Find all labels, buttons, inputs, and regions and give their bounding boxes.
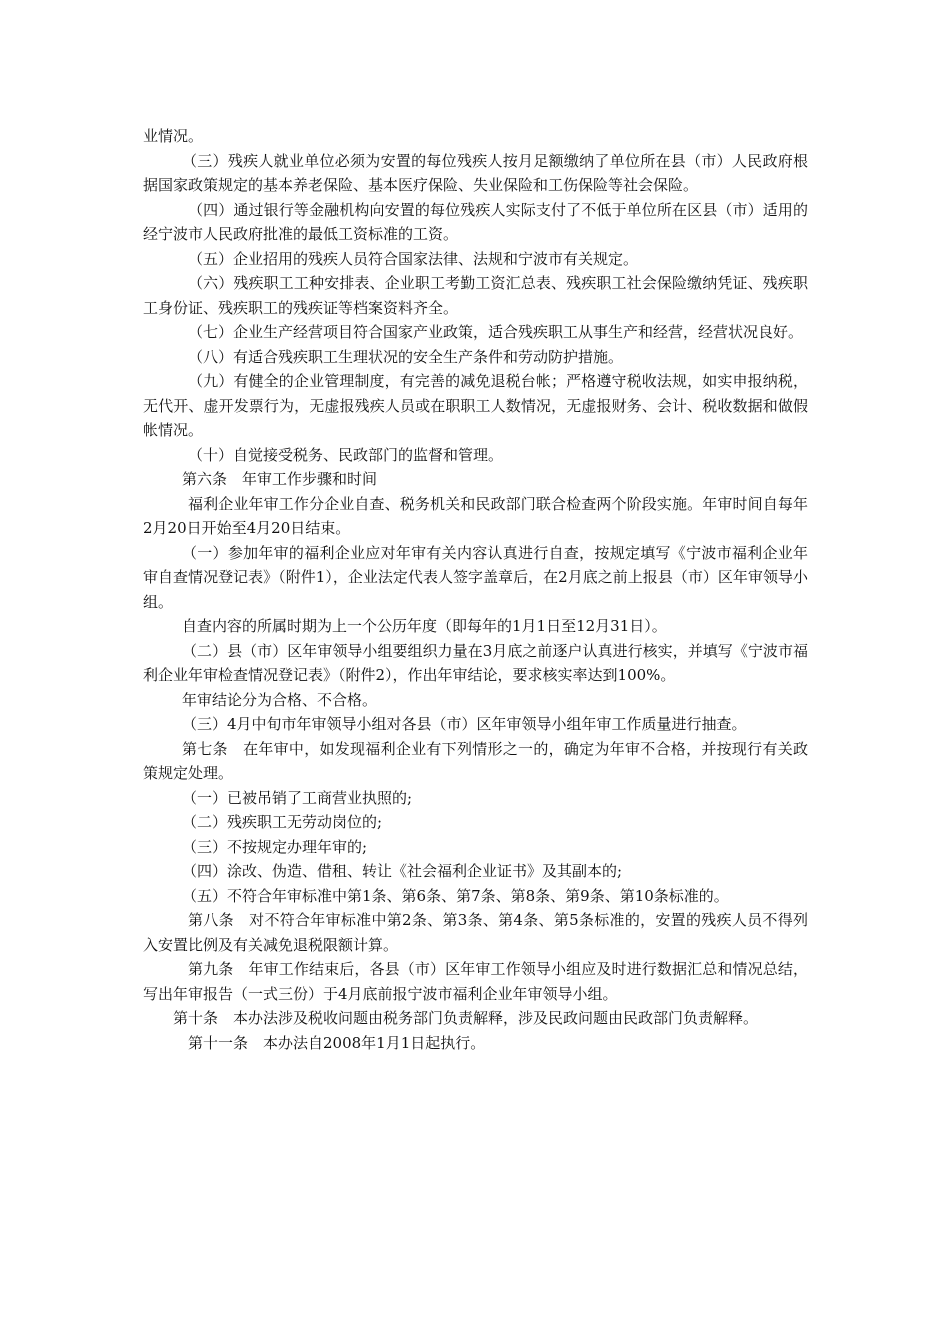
paragraph: （六）残疾职工工种安排表、企业职工考勤工资汇总表、残疾职工社会保险缴纳凭证、残疾职工身份证、残疾职工的残疾证等档案资料齐全。 <box>143 274 808 317</box>
document-body <box>143 124 808 1055</box>
list-item: （四）涂改、伪造、借租、转让《社会福利企业证书》及其副本的; <box>182 862 623 880</box>
paragraph: （九）有健全的企业管理制度，有完善的减免退税台帐；严格遵守税收法规，如实申报纳税，无代开、虚开发票行为，无虚报残疾人员或在职职工人数情况，无虚报财务、会计、税收数据和做假帐情况。 <box>143 372 808 439</box>
paragraph: （七）企业生产经营项目符合国家产业政策，适合残疾职工从事生产和经营，经营状况良好。 <box>188 323 804 341</box>
article-paragraph: 第十一条 本办法自2008年1月1日起执行。 <box>188 1033 486 1052</box>
list-item: （一）已被吊销了工商营业执照的; <box>182 788 413 807</box>
paragraph: 福利企业年审工作分企业自查、税务机关和民政部门联合检查两个阶段实施。年审时间自每年2月20日开始至4月20日结束。 <box>143 494 808 537</box>
paragraph: （三）残疾人就业单位必须为安置的每位残疾人按月足额缴纳了单位所在县（市）人民政府根据国家政策规定的基本养老保险、基本医疗保险、失业保险和工伤保险等社会保险。 <box>143 151 808 194</box>
list-item: （二）残疾职工无劳动岗位的; <box>182 813 383 831</box>
paragraph: （二）县（市）区年审领导小组要组织力量在3月底之前逐户认真进行核实，并填写《宁波市福利企业年审检查情况登记表》（附件2），作出年审结论，要求核实率达到100%。 <box>143 641 808 684</box>
article-heading: 第六条 年审工作步骤和时间 <box>182 470 378 488</box>
paragraph: （五）企业招用的残疾人员符合国家法律、法规和宁波市有关规定。 <box>188 249 639 268</box>
paragraph: 年审结论分为合格、不合格。 <box>182 690 378 709</box>
paragraph: （八）有适合残疾职工生理状况的安全生产条件和劳动防护措施。 <box>188 347 624 366</box>
article-paragraph: 第十条 本办法涉及税收问题由税务部门负责解释，涉及民政问题由民政部门负责解释。 <box>173 1009 759 1027</box>
paragraph: （三）4月中旬市年审领导小组对各县（市）区年审领导小组年审工作质量进行抽查。 <box>182 715 747 733</box>
paragraph: （一）参加年审的福利企业应对年审有关内容认真进行自查，按规定填写《宁波市福利企业年审自查情况登记表》（附件1），企业法定代表人签字盖章后，在2月底之前上报县（市）区年审领导小组。 <box>143 543 808 611</box>
list-item: （三）不按规定办理年审的; <box>182 837 368 856</box>
list-item: （五）不符合年审标准中第1条、第6条、第7条、第8条、第9条、第10条标准的。 <box>182 886 729 905</box>
article-paragraph: 第九条 年审工作结束后，各县（市）区年审工作领导小组应及时进行数据汇总和情况总结，写出年审报告（一式三份）于4月底前报宁波市福利企业年审领导小组。 <box>143 960 808 1003</box>
paragraph: 业情况。 <box>143 127 204 145</box>
paragraph: （四）通过银行等金融机构向安置的每位残疾人实际支付了不低于单位所在区县（市）适用的经宁波市人民政府批准的最低工资标准的工资。 <box>143 200 808 243</box>
paragraph: 自查内容的所属时期为上一个公历年度（即每年的1月1日至12月31日）。 <box>182 617 667 635</box>
paragraph: （十）自觉接受税务、民政部门的监督和管理。 <box>188 445 504 464</box>
article-paragraph: 第八条 对不符合年审标准中第2条、第3条、第4条、第5条标准的，安置的残疾人员不得列入安置比例及有关减免退税限额计算。 <box>143 911 808 954</box>
article-paragraph: 第七条 在年审中，如发现福利企业有下列情形之一的，确定为年审不合格，并按现行有关政策规定处理。 <box>143 739 808 782</box>
